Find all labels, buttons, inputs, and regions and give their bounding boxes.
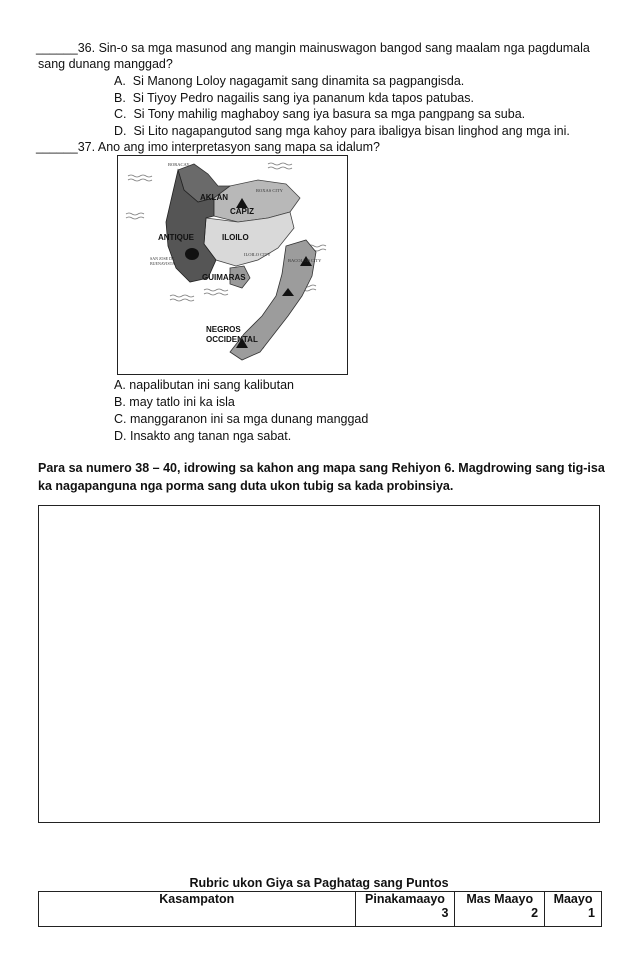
header-score: 2 <box>531 906 539 920</box>
rubric-title: Rubric ukon Giya sa Paghatag sang Puntos <box>189 876 449 890</box>
capiz-label: CAPIZ <box>230 207 254 216</box>
answer-blank: ______ <box>36 140 78 154</box>
option-letter: D. <box>114 124 127 138</box>
instructions-line-1: Para sa numero 38 – 40, idrowing sa kahon ang mapa sang Rehiyon 6. Magdrowing sang tig-isa <box>38 461 605 475</box>
question-36-line-2: sang dunang manggad? <box>38 57 173 71</box>
option-a <box>114 73 464 89</box>
option-letter: A. <box>114 74 126 88</box>
option-letter: B. <box>114 91 126 105</box>
map-drawing-box[interactable] <box>38 505 600 823</box>
antique-label: ANTIQUE <box>158 233 194 242</box>
header-label: Mas Maayo <box>466 892 534 906</box>
iloilo-city-label: ILOILO CITY <box>244 252 271 257</box>
boracay-label: BORACAY <box>168 162 190 167</box>
rubric-header-kasampaton <box>39 892 356 927</box>
answer-blank: ______ <box>36 41 78 55</box>
roxas-city-label: ROXAS CITY <box>256 188 283 193</box>
option-text: Si Tiyoy Pedro nagailis sang iya pananum kda tapos patubas. <box>132 91 474 105</box>
header-score: 3 <box>441 906 449 920</box>
question-text: 36. Sin-o sa mga masunod ang mangin mainuswagon bangod sang maalam nga pagdumala <box>77 41 590 55</box>
option-b <box>114 90 474 106</box>
option-text: Si Lito nagapangutod sang mga kahoy para ibaligya bisan linghod ang mga ini. <box>133 124 570 138</box>
question-37-line-1 <box>36 139 380 155</box>
region-6-map-illustration <box>118 156 347 374</box>
region-6-map-image <box>117 155 348 375</box>
san-jose-label-1: SAN JOSE DE <box>150 256 175 261</box>
san-jose-label-2: BUENAVISTA <box>150 261 175 266</box>
rubric-header-row <box>39 892 602 927</box>
option-text: Si Tony mahilig maghaboy sang iya basura sa mga pangpang sa suba. <box>133 107 526 121</box>
header-label: Pinakamaayo <box>365 892 445 906</box>
rubric-table <box>38 891 602 927</box>
question-36-line-1 <box>36 40 590 56</box>
option-letter: C. <box>114 107 127 121</box>
option-c <box>114 106 525 122</box>
negros-label-line-1: NEGROS <box>206 325 241 334</box>
option-c: C. manggaranon ini sa mga dunang manggad <box>114 412 369 426</box>
rubric-header-maayo <box>545 892 602 927</box>
option-d <box>114 123 570 139</box>
header-label: Maayo <box>553 892 593 906</box>
aklan-label: AKLAN <box>200 193 228 202</box>
bacolod-city-label: BACOLOD CITY <box>288 258 322 263</box>
header-score: 1 <box>588 906 595 920</box>
option-b: B. may tatlo ini ka isla <box>114 395 235 409</box>
option-a: A. napalibutan ini sang kalibutan <box>114 378 294 392</box>
iloilo-label: ILOILO <box>222 233 249 242</box>
negros-label-line-2: OCCIDENTAL <box>206 335 258 344</box>
rubric-header-pinakamaayo <box>355 892 455 927</box>
instructions-line-2: ka nagapanguna nga porma sang duta ukon tubig sa kada probinsiya. <box>38 479 454 493</box>
rubric-header-mas-maayo <box>455 892 545 927</box>
option-text: Si Manong Loloy nagagamit sang dinamita sa pagpangisda. <box>132 74 465 88</box>
option-d: D. Insakto ang tanan nga sabat. <box>114 429 292 443</box>
question-text: 37. Ano ang imo interpretasyon sang mapa sa idalum? <box>77 140 380 154</box>
forest-icon <box>185 248 199 260</box>
guimaras-label: GUIMARAS <box>202 273 246 282</box>
header-label: Kasampaton <box>159 892 235 906</box>
